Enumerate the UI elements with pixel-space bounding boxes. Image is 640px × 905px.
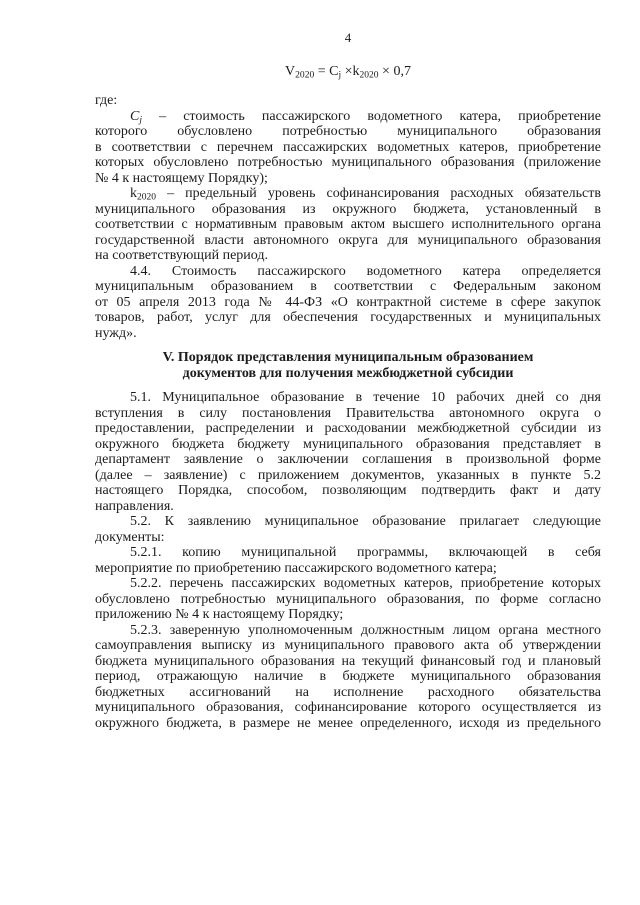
definition-cj-first-line-text: – стоимость пассажирского водометного катера, приобретение — [142, 108, 601, 124]
definition-cj-line: которых обусловлено потребностью муниципального образования (приложение — [95, 155, 601, 170]
clause-5-1-line: (далее – заявление) с приложением документов, указанных в пункте 5.2 — [95, 467, 601, 483]
formula-k-subscript: 2020 — [359, 70, 379, 81]
formula-equals: = — [317, 64, 326, 79]
clause-5-2-2-paragraph — [95, 576, 601, 623]
symbol-k-subscript: 2020 — [137, 192, 157, 203]
formula-explanation-block — [95, 93, 601, 341]
section-v-heading — [95, 350, 601, 381]
page-number: 4 — [344, 30, 352, 45]
clause-5-2-line: 5.2. К заявлению муниципальное образование прилагает следующие — [130, 514, 601, 529]
formula-v-subscript: 2020 — [295, 70, 315, 81]
definition-cj-line: которого обусловлено потребностью муниципального образования — [95, 124, 601, 139]
clause-5-2-3-line: бюджетных ассигнований на исполнение расходного обязательства — [95, 684, 601, 700]
where-label: где: — [95, 93, 118, 108]
definition-cj-line: № 4 к настоящему Порядку); — [95, 170, 268, 186]
clause-5-2-1-paragraph — [95, 545, 601, 576]
clause-5-2-paragraph — [95, 514, 601, 545]
clause-5-1-line: вступления в силу постановления Правительства автономного округа о — [95, 405, 601, 421]
symbol-c-subscript: j — [139, 115, 142, 126]
definition-cj-line — [95, 109, 601, 125]
definition-k2020-line: муниципального образования из окружного бюджета, установленный в — [95, 201, 601, 217]
section-heading-line: V. Порядок представления муниципальным образованием — [162, 350, 534, 365]
definition-k2020-line: государственной власти автономного округа для муниципального образования — [95, 232, 601, 248]
definition-k2020-lines — [95, 202, 601, 264]
clause-5-1-paragraph — [95, 390, 601, 514]
clause-4-4-line: нужд». — [95, 325, 137, 341]
clause-5-2-2-line: 5.2.2. перечень пассажирских водометных катеров, приобретение которых — [130, 576, 601, 591]
clause-4-4-paragraph — [95, 264, 601, 342]
symbol-c: C — [130, 108, 140, 124]
definition-k2020-line: соответствии с нормативным правовым актом высшего исполнительного органа — [95, 217, 601, 232]
formula-k: k — [352, 64, 360, 79]
clause-5-2-1-line: 5.2.1. копию муниципальной программы, включающей в себя — [130, 545, 601, 560]
definition-cj-paragraph — [95, 109, 601, 187]
clause-5-2-3-line: период, отражающую наличие в бюджете муниципального образования — [95, 669, 601, 684]
clause-5-2-line: документы: — [95, 529, 165, 545]
section-v-body — [95, 390, 601, 731]
clause-5-1-line: 5.1. Муниципальное образование в течение 10 рабочих дней со дня — [130, 390, 601, 405]
formula-times-1: × — [344, 64, 353, 79]
definition-k2020-first-line-text: – предельный уровень софинансирования расходных обязательств — [156, 186, 601, 201]
clause-4-4-line: муниципальным образованием в соответствии с Федеральным законом — [95, 279, 601, 294]
definition-k2020-paragraph — [95, 186, 601, 264]
formula-c: C — [329, 64, 339, 79]
clause-5-1-line: направления. — [95, 498, 174, 514]
clause-5-1-line: настоящего Порядка, способом, позволяющим подтвердить факт и дату — [95, 483, 601, 498]
clause-4-4-line: 4.4. Стоимость пассажирского водометного катера определяется — [130, 263, 601, 279]
definition-k2020-line: на соответствующий период. — [95, 248, 268, 263]
clause-5-2-3-line: самоуправления выписку из муниципального правового акта об утверждении — [95, 638, 601, 653]
definition-cj-lines — [95, 124, 601, 186]
formula-c-subscript: j — [338, 70, 342, 81]
subsidy-formula — [95, 63, 601, 81]
clause-5-1-line: окружного бюджета бюджету муниципального образования представляет в — [95, 436, 601, 452]
clause-4-4-line: от 05 апреля 2013 года № 44-ФЗ «О контрактной системе в сфере закупок — [95, 294, 601, 310]
clause-5-2-3-line: муниципального образования, софинансирование которого осуществляется из — [95, 700, 601, 715]
clause-5-2-2-line: обусловлено потребностью муниципального образования, по форме согласно — [95, 591, 601, 607]
definition-k2020-line — [95, 186, 601, 202]
clause-5-2-3-line: 5.2.3. заверенную уполномоченным должностным лицом органа местного — [130, 622, 601, 638]
clause-5-2-3-paragraph — [95, 623, 601, 732]
definition-cj-line: в соответствии с перечнем пассажирских водометных катеров, приобретение — [95, 139, 601, 155]
symbol-k: k — [130, 186, 137, 201]
clause-5-2-1-line: мероприятие по приобретению пассажирского водометного катера; — [95, 560, 497, 576]
clause-5-2-2-line: приложению № 4 к настоящему Порядку; — [95, 607, 344, 622]
clause-5-1-line: департамент заявление о заключении соглашения в произвольной форме — [95, 452, 601, 467]
section-heading-line: документов для получения межбюджетной субсидии — [182, 365, 514, 381]
formula-v: V — [285, 64, 296, 79]
clause-5-2-3-line: окружного бюджета, в размере не менее определенного, исходя из предельного — [95, 715, 601, 731]
clause-5-1-line: предоставлении, распределении и расходовании межбюджетной субсидии из — [95, 421, 601, 436]
formula-times-2: × — [382, 64, 390, 79]
formula-factor: 0,7 — [393, 64, 411, 79]
clause-4-4-line: товаров, работ, услуг для обеспечения государственных и муниципальных — [95, 310, 601, 325]
clause-5-2-3-line: бюджета муниципального образования на текущий финансовый год и плановый — [95, 653, 601, 669]
